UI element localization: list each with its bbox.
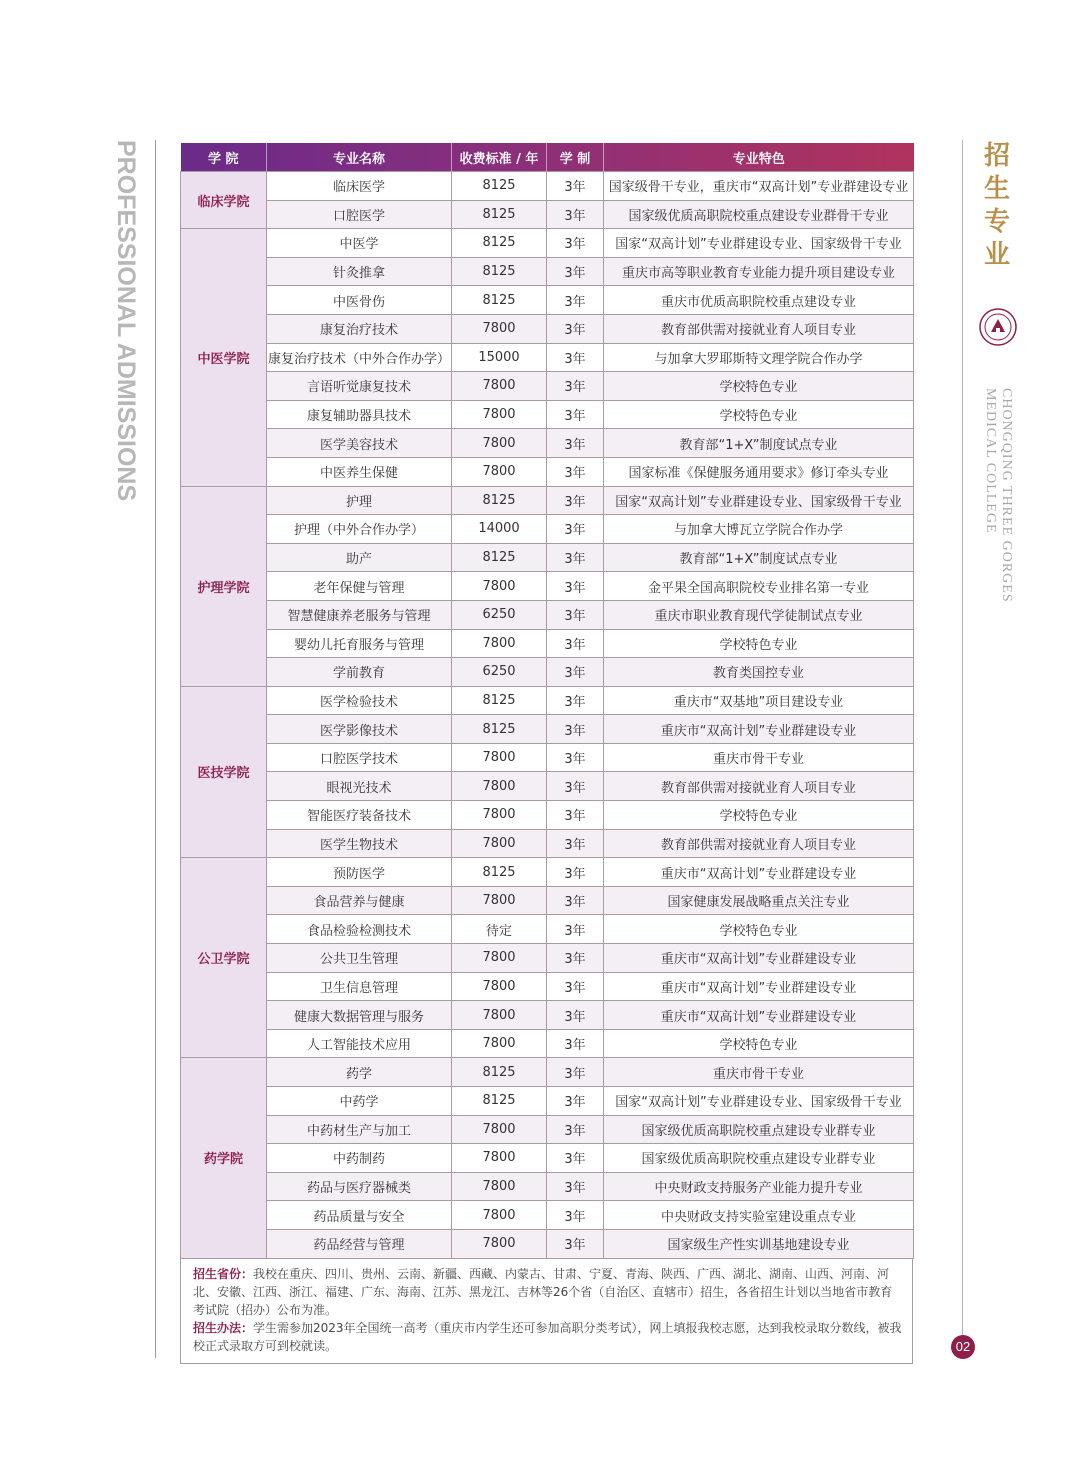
- admissions-table-container: [180, 143, 913, 1364]
- feature-cell: 重庆市骨干专业: [604, 1058, 914, 1087]
- feature-cell: 国家级优质高职院校重点建设专业群专业: [604, 1115, 914, 1144]
- feature-cell: 中央财政支持实验室建设重点专业: [604, 1201, 914, 1230]
- right-divider: [962, 140, 963, 1350]
- feature-cell: 重庆市“双基地”项目建设专业: [604, 686, 914, 715]
- duration-cell: 3年: [547, 172, 604, 201]
- duration-cell: 3年: [547, 629, 604, 658]
- major-name-cell: 智慧健康养老服务与管理: [267, 600, 452, 629]
- major-name-cell: 中医学: [267, 229, 452, 258]
- duration-cell: 3年: [547, 1172, 604, 1201]
- duration-cell: 3年: [547, 457, 604, 486]
- feature-cell: 教育部“1+X”制度试点专业: [604, 429, 914, 458]
- major-name-cell: 言语听觉康复技术: [267, 372, 452, 401]
- duration-cell: 3年: [547, 1115, 604, 1144]
- duration-cell: 3年: [547, 486, 604, 515]
- feature-cell: 国家健康发展战略重点关注专业: [604, 886, 914, 915]
- fee-cell: 7800: [452, 1115, 547, 1144]
- major-name-cell: 口腔医学: [267, 200, 452, 229]
- major-name-cell: 人工智能技术应用: [267, 1029, 452, 1058]
- duration-cell: 3年: [547, 686, 604, 715]
- major-name-cell: 康复辅助器具技术: [267, 400, 452, 429]
- duration-cell: 3年: [547, 314, 604, 343]
- table-row: [181, 1058, 914, 1087]
- fee-cell: 8125: [452, 200, 547, 229]
- fee-cell: 7800: [452, 400, 547, 429]
- table-row: [181, 1201, 914, 1230]
- fee-cell: 7800: [452, 886, 547, 915]
- duration-cell: 3年: [547, 1001, 604, 1030]
- major-name-cell: 眼视光技术: [267, 772, 452, 801]
- duration-cell: 3年: [547, 801, 604, 830]
- duration-cell: 3年: [547, 1201, 604, 1230]
- fee-cell: 8125: [452, 715, 547, 744]
- feature-cell: 重庆市优质高职院校重点建设专业: [604, 286, 914, 315]
- table-row: [181, 200, 914, 229]
- table-row: [181, 372, 914, 401]
- fee-cell: 8125: [452, 486, 547, 515]
- major-name-cell: 中药材生产与加工: [267, 1115, 452, 1144]
- college-seal-icon: [979, 308, 1017, 346]
- fee-cell: 7800: [452, 944, 547, 973]
- major-name-cell: 助产: [267, 543, 452, 572]
- table-row: [181, 1229, 914, 1258]
- major-name-cell: 医学美容技术: [267, 429, 452, 458]
- section-title-vertical: [980, 140, 1014, 272]
- table-row: [181, 343, 914, 372]
- feature-cell: 金平果全国高职院校专业排名第一专业: [604, 572, 914, 601]
- feature-cell: 学校特色专业: [604, 801, 914, 830]
- feature-cell: 国家“双高计划”专业群建设专业、国家级骨干专业: [604, 486, 914, 515]
- table-row: [181, 658, 914, 687]
- feature-cell: 重庆市“双高计划”专业群建设专业: [604, 1001, 914, 1030]
- section-title-char: 业: [983, 240, 1010, 270]
- fee-cell: 6250: [452, 658, 547, 687]
- fee-cell: 8125: [452, 858, 547, 887]
- fee-cell: 8125: [452, 257, 547, 286]
- table-row: [181, 858, 914, 887]
- feature-cell: 与加拿大博瓦立学院合作办学: [604, 515, 914, 544]
- feature-cell: 教育部供需对接就业育人项目专业: [604, 829, 914, 858]
- table-row: [181, 600, 914, 629]
- fee-cell: 7800: [452, 314, 547, 343]
- feature-cell: 学校特色专业: [604, 372, 914, 401]
- fee-cell: 6250: [452, 600, 547, 629]
- method-label: 招生办法：: [193, 1320, 254, 1335]
- fee-cell: 7800: [452, 1201, 547, 1230]
- duration-cell: 3年: [547, 400, 604, 429]
- college-name-cell: 中医学院: [181, 229, 267, 486]
- header-major: 专业名称: [267, 143, 452, 172]
- duration-cell: 3年: [547, 886, 604, 915]
- table-row: [181, 1087, 914, 1116]
- fee-cell: 14000: [452, 515, 547, 544]
- table-row: [181, 400, 914, 429]
- table-row: [181, 972, 914, 1001]
- section-title-char: 专: [983, 207, 1010, 237]
- fee-cell: 7800: [452, 1144, 547, 1173]
- fee-cell: 8125: [452, 1087, 547, 1116]
- major-name-cell: 药学: [267, 1058, 452, 1087]
- fee-cell: 7800: [452, 457, 547, 486]
- duration-cell: 3年: [547, 858, 604, 887]
- fee-cell: 待定: [452, 915, 547, 944]
- duration-cell: 3年: [547, 743, 604, 772]
- major-name-cell: 临床医学: [267, 172, 452, 201]
- table-row: [181, 257, 914, 286]
- table-row: [181, 829, 914, 858]
- fee-cell: 7800: [452, 629, 547, 658]
- feature-cell: 中央财政支持服务产业能力提升专业: [604, 1172, 914, 1201]
- fee-cell: 8125: [452, 543, 547, 572]
- fee-cell: 8125: [452, 229, 547, 258]
- major-name-cell: 护理（中外合作办学）: [267, 515, 452, 544]
- feature-cell: 重庆市高等职业教育专业能力提升项目建设专业: [604, 257, 914, 286]
- table-row: [181, 743, 914, 772]
- table-row: [181, 286, 914, 315]
- fee-cell: 8125: [452, 286, 547, 315]
- major-name-cell: 医学生物技术: [267, 829, 452, 858]
- major-name-cell: 康复治疗技术（中外合作办学）: [267, 343, 452, 372]
- table-row: [181, 772, 914, 801]
- fee-cell: 7800: [452, 743, 547, 772]
- admissions-table: [180, 143, 914, 1259]
- major-name-cell: 健康大数据管理与服务: [267, 1001, 452, 1030]
- table-row: [181, 543, 914, 572]
- header-college: 学 院: [207, 151, 239, 167]
- fee-cell: 7800: [452, 1172, 547, 1201]
- table-row: [181, 429, 914, 458]
- feature-cell: 重庆市“双高计划”专业群建设专业: [604, 715, 914, 744]
- header-fee: 收费标准 / 年: [452, 143, 547, 172]
- provinces-note: [193, 1265, 902, 1319]
- duration-cell: 3年: [547, 715, 604, 744]
- method-text: 学生需参加2023年全国统一高考（重庆市内学生还可参加高职分类考试），网上填报我校志愿，达到我校录取分数线，被我校正式录取方可到校就读。: [193, 1320, 902, 1353]
- major-name-cell: 康复治疗技术: [267, 314, 452, 343]
- major-name-cell: 医学影像技术: [267, 715, 452, 744]
- duration-cell: 3年: [547, 1058, 604, 1087]
- fee-cell: 7800: [452, 972, 547, 1001]
- fee-cell: 7800: [452, 429, 547, 458]
- fee-cell: 7800: [452, 572, 547, 601]
- feature-cell: 教育部“1+X”制度试点专业: [604, 543, 914, 572]
- fee-cell: 8125: [452, 1058, 547, 1087]
- major-name-cell: 中药学: [267, 1087, 452, 1116]
- feature-cell: 重庆市骨干专业: [604, 743, 914, 772]
- feature-cell: 国家级骨干专业，重庆市“双高计划”专业群建设专业: [604, 172, 914, 201]
- left-title-text: PROFESSIONAL ADMISSIONS: [112, 140, 140, 502]
- header-feature: 专业特色: [604, 143, 914, 172]
- table-row: [181, 629, 914, 658]
- fee-cell: 7800: [452, 772, 547, 801]
- major-name-cell: 食品营养与健康: [267, 886, 452, 915]
- fee-cell: 8125: [452, 686, 547, 715]
- feature-cell: 国家标准《保健服务通用要求》修订牵头专业: [604, 457, 914, 486]
- provinces-text: 我校在重庆、四川、贵州、云南、新疆、西藏、内蒙古、甘肃、宁夏、青海、陕西、广西、湖北、湖南、山西、河南、河北、安徽、江西、浙江、福建、广东、海南、江苏、黑龙江、吉林等26个省（自治区、直辖市）招生，各省招生计划以当地省市教育考试院（招办）公布为准。: [193, 1266, 893, 1317]
- duration-cell: 3年: [547, 915, 604, 944]
- table-row: [181, 1115, 914, 1144]
- table-row: [181, 1144, 914, 1173]
- major-name-cell: 公共卫生管理: [267, 944, 452, 973]
- feature-cell: 学校特色专业: [604, 1029, 914, 1058]
- major-name-cell: 医学检验技术: [267, 686, 452, 715]
- major-name-cell: 食品检验检测技术: [267, 915, 452, 944]
- table-row: [181, 686, 914, 715]
- major-name-cell: 中医养生保健: [267, 457, 452, 486]
- duration-cell: 3年: [547, 1144, 604, 1173]
- table-header-row: [181, 143, 914, 172]
- admission-notes: [180, 1259, 913, 1364]
- fee-cell: 7800: [452, 1029, 547, 1058]
- section-title-char: 招: [983, 141, 1010, 171]
- feature-cell: 学校特色专业: [604, 629, 914, 658]
- duration-cell: 3年: [547, 257, 604, 286]
- duration-cell: 3年: [547, 429, 604, 458]
- duration-cell: 3年: [547, 200, 604, 229]
- english-name-line2: MEDICAL COLLEGE: [983, 388, 998, 534]
- feature-cell: 学校特色专业: [604, 915, 914, 944]
- duration-cell: 3年: [547, 543, 604, 572]
- major-name-cell: 智能医疗装备技术: [267, 801, 452, 830]
- feature-cell: 国家级优质高职院校重点建设专业群骨干专业: [604, 200, 914, 229]
- table-row: [181, 715, 914, 744]
- feature-cell: 重庆市“双高计划”专业群建设专业: [604, 944, 914, 973]
- table-body: [181, 172, 914, 1259]
- section-title-char: 生: [983, 174, 1010, 204]
- fee-cell: 8125: [452, 172, 547, 201]
- major-name-cell: 药品经营与管理: [267, 1229, 452, 1258]
- feature-cell: 学校特色专业: [604, 400, 914, 429]
- right-english-name: [982, 388, 1016, 628]
- feature-cell: 教育部供需对接就业育人项目专业: [604, 772, 914, 801]
- duration-cell: 3年: [547, 972, 604, 1001]
- major-name-cell: 卫生信息管理: [267, 972, 452, 1001]
- duration-cell: 3年: [547, 572, 604, 601]
- duration-cell: 3年: [547, 372, 604, 401]
- feature-cell: 国家级优质高职院校重点建设专业群专业: [604, 1144, 914, 1173]
- method-note: [193, 1319, 902, 1355]
- table-row: [181, 172, 914, 201]
- fee-cell: 7800: [452, 1001, 547, 1030]
- major-name-cell: 口腔医学技术: [267, 743, 452, 772]
- table-row: [181, 572, 914, 601]
- major-name-cell: 老年保健与管理: [267, 572, 452, 601]
- page-number-badge: 02: [951, 1335, 975, 1359]
- feature-cell: 与加拿大罗耶斯特文理学院合作办学: [604, 343, 914, 372]
- major-name-cell: 中药制药: [267, 1144, 452, 1173]
- fee-cell: 15000: [452, 343, 547, 372]
- duration-cell: 3年: [547, 515, 604, 544]
- duration-cell: 3年: [547, 343, 604, 372]
- fee-cell: 7800: [452, 1229, 547, 1258]
- table-row: [181, 229, 914, 258]
- feature-cell: 国家级生产性实训基地建设专业: [604, 1229, 914, 1258]
- table-row: [181, 1029, 914, 1058]
- major-name-cell: 针灸推拿: [267, 257, 452, 286]
- fee-cell: 7800: [452, 372, 547, 401]
- left-vertical-title: [106, 140, 146, 502]
- duration-cell: 3年: [547, 286, 604, 315]
- duration-cell: 3年: [547, 600, 604, 629]
- major-name-cell: 预防医学: [267, 858, 452, 887]
- duration-cell: 3年: [547, 229, 604, 258]
- header-duration: 学 制: [547, 143, 604, 172]
- feature-cell: 教育部供需对接就业育人项目专业: [604, 314, 914, 343]
- duration-cell: 3年: [547, 1029, 604, 1058]
- feature-cell: 教育类国控专业: [604, 658, 914, 687]
- table-row: [181, 944, 914, 973]
- left-divider: [155, 140, 156, 1358]
- table-row: [181, 915, 914, 944]
- table-row: [181, 457, 914, 486]
- college-name-cell: 药学院: [181, 1058, 267, 1258]
- duration-cell: 3年: [547, 1087, 604, 1116]
- college-name-cell: 临床学院: [181, 172, 267, 229]
- table-row: [181, 801, 914, 830]
- duration-cell: 3年: [547, 658, 604, 687]
- fee-cell: 7800: [452, 801, 547, 830]
- college-name-cell: 护理学院: [181, 486, 267, 686]
- table-row: [181, 314, 914, 343]
- major-name-cell: 护理: [267, 486, 452, 515]
- feature-cell: 国家“双高计划”专业群建设专业、国家级骨干专业: [604, 229, 914, 258]
- major-name-cell: 中医骨伤: [267, 286, 452, 315]
- major-name-cell: 药品质量与安全: [267, 1201, 452, 1230]
- table-row: [181, 1172, 914, 1201]
- duration-cell: 3年: [547, 772, 604, 801]
- duration-cell: 3年: [547, 944, 604, 973]
- college-name-cell: 公卫学院: [181, 858, 267, 1058]
- table-row: [181, 486, 914, 515]
- feature-cell: 国家“双高计划”专业群建设专业、国家级骨干专业: [604, 1087, 914, 1116]
- table-row: [181, 1001, 914, 1030]
- major-name-cell: 婴幼儿托育服务与管理: [267, 629, 452, 658]
- duration-cell: 3年: [547, 829, 604, 858]
- feature-cell: 重庆市“双高计划”专业群建设专业: [604, 858, 914, 887]
- english-name-line1: CHONGQING THREE GORGES: [999, 388, 1014, 603]
- table-row: [181, 886, 914, 915]
- college-name-cell: 医技学院: [181, 686, 267, 858]
- feature-cell: 重庆市职业教育现代学徒制试点专业: [604, 600, 914, 629]
- fee-cell: 7800: [452, 829, 547, 858]
- feature-cell: 重庆市“双高计划”专业群建设专业: [604, 972, 914, 1001]
- provinces-label: 招生省份：: [193, 1266, 254, 1281]
- table-row: [181, 515, 914, 544]
- duration-cell: 3年: [547, 1229, 604, 1258]
- major-name-cell: 药品与医疗器械类: [267, 1172, 452, 1201]
- major-name-cell: 学前教育: [267, 658, 452, 687]
